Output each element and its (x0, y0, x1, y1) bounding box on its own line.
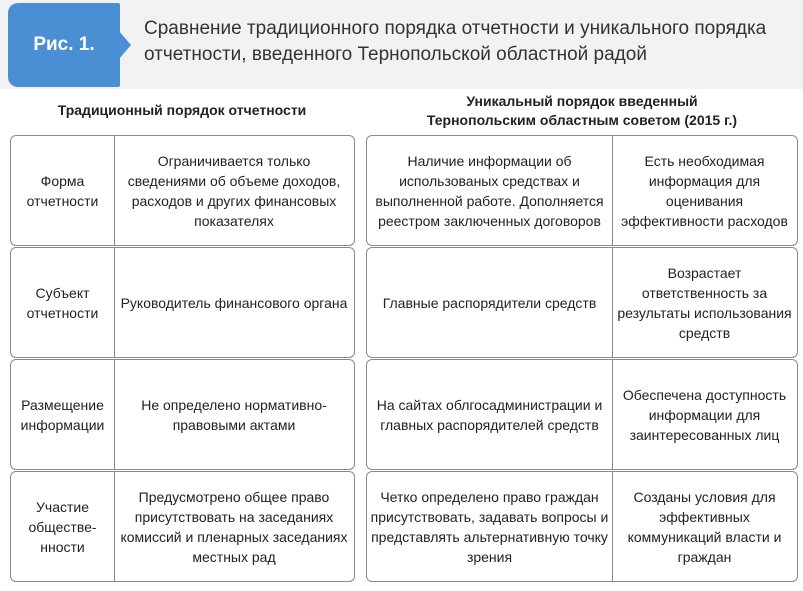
row-4-traditional-box (10, 471, 355, 582)
figure-header (0, 0, 803, 89)
column-header-unique-line2: Тернопольским областным советом (2015 г.) (426, 112, 738, 128)
row-4-unique: Четко определено право граждан присутствовать, задавать вопросы и представлять альтернативную точку зрения (370, 488, 609, 565)
row-1-unique-box (366, 135, 798, 246)
row-3-unique-box (366, 359, 798, 470)
row-2-traditional: Руководитель финансового органа (120, 294, 348, 311)
row-4-traditional: Предусмотрено общее право присутствовать на заседаниях комиссий и пленарных заседаниях местных рад (120, 488, 348, 565)
column-header-traditional: Традиционный порядок отчетности (57, 102, 307, 118)
figure-label-arrow (119, 31, 131, 59)
row-1-traditional: Ограничивается только сведениями об объеме доходов, расходов и других финансовых показателях (127, 152, 341, 229)
row-2-benefit: Возрастает ответственность за результаты использования средств (617, 264, 792, 341)
row-4-unique-box (366, 471, 798, 582)
row-1-benefit: Есть необходимая информация для оценивания эффективности расходов (621, 152, 788, 229)
row-3-traditional: Не определено нормативно-правовыми актами (141, 396, 327, 433)
row-1-unique: Наличие информации об использованых средствах и выполненной работе. Дополняется реестром заключенных договоров (375, 152, 604, 229)
figure-title: Сравнение традиционного порядка отчетности и уникального порядка отчетности, введенного Тернопольской областной радой (144, 18, 767, 65)
column-header-unique (368, 92, 796, 130)
row-3-aspect: Размещение информации (20, 396, 105, 433)
row-2-unique: Главные распорядители средств (382, 294, 597, 311)
row-2-traditional-box (10, 247, 355, 358)
row-4-benefit: Созданы условия для эффективных коммуникаций власти и граждан (627, 488, 782, 565)
row-1-traditional-box (10, 135, 355, 246)
row-2-unique-box (366, 247, 798, 358)
row-3-unique: На сайтах облгосадминистрации и главных распорядителей средств (376, 396, 603, 433)
row-2-aspect: Субъект отчетности (26, 284, 99, 321)
row-4-aspect: Участие обществе-нности (28, 498, 97, 555)
row-1-aspect: Форма отчетности (26, 172, 99, 209)
figure-label: Рис. 1. (33, 34, 95, 55)
row-3-benefit: Обеспечена доступность информации для заинтересованных лиц (622, 386, 787, 443)
row-3-traditional-box (10, 359, 355, 470)
column-header-unique-line1: Уникальный порядок введенный (466, 93, 698, 109)
